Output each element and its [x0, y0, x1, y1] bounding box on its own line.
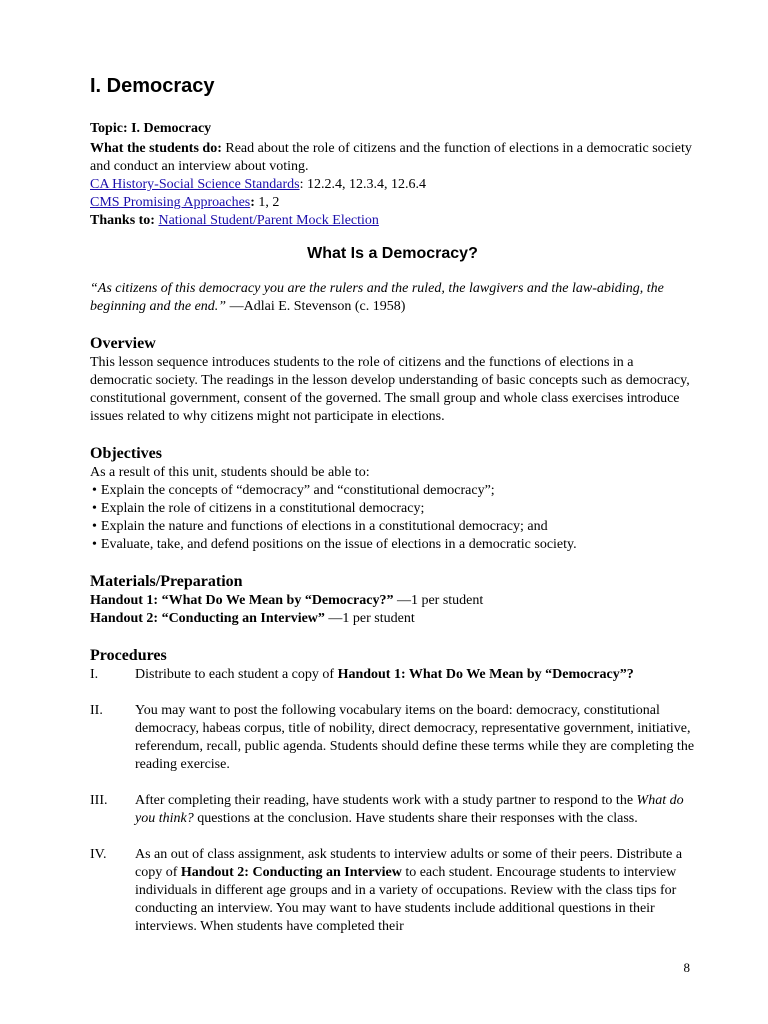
overview-text: This lesson sequence introduces students to the role of citizens and the functions of elections in a democratic society. The readings in the lesson develop understanding of basic concepts such as democracy, constitutional government, consent of the governed. The small group and whole class exercises introduce issues related to why citizens might not participate in elections. — [90, 355, 690, 424]
overview-heading: Overview — [90, 335, 156, 352]
list-item: • Explain the role of citizens in a constitutional democracy; — [90, 500, 695, 518]
objectives-list — [90, 482, 695, 554]
procedure-text-part: After completing their reading, have students work with a study partner to respond to the — [135, 793, 637, 808]
handout-line — [90, 610, 695, 628]
procedures-heading: Procedures — [90, 647, 167, 664]
procedure-text-bold: Handout 2: Conducting an Interview — [180, 865, 402, 880]
materials-heading: Materials/Preparation — [90, 573, 243, 590]
section-heading: What Is a Democracy? — [307, 245, 478, 262]
quote — [90, 280, 695, 316]
objectives-heading: Objectives — [90, 445, 162, 462]
standards-line — [90, 176, 695, 194]
cms-colon: : — [250, 195, 255, 210]
thanks-line — [90, 212, 695, 230]
list-item: • Explain the nature and functions of elections in a constitutional democracy; and — [90, 518, 695, 536]
procedure-item — [90, 702, 695, 774]
procedure-text — [135, 792, 695, 828]
procedure-text-part: to each student. Encourage students to interview individuals in different age groups and in a variety of occupations. Review with the class tips for conducting an interview. You may want to have students include additional questions in their interviews. When students have completed their — [135, 865, 677, 934]
procedure-text — [135, 846, 695, 936]
page-title: I. Democracy — [90, 75, 215, 97]
procedure-text: You may want to post the following vocabulary items on the board: democracy, constitutional democracy, habeas corpus, title of nobility, direct democracy, representative government, initiative, referendum, recall, public agenda. Students should define these terms while they are completing the reading exercise. — [135, 703, 695, 772]
procedure-text-part: As an out of class assignment, ask students to interview adults or some of their peers. Distribute a copy of — [135, 847, 683, 880]
document-page — [90, 72, 695, 954]
procedure-item — [90, 792, 695, 828]
procedure-number: III. — [90, 793, 108, 808]
handout-name: Handout 1: “What Do We Mean by “Democracy?” — [90, 593, 394, 608]
procedure-text — [135, 666, 695, 684]
standards-link[interactable]: CA History-Social Science Standards — [90, 177, 300, 192]
handout-qty: —1 per student — [393, 593, 484, 608]
handout-qty: —1 per student — [324, 611, 415, 626]
standards-value: : 12.2.4, 12.3.4, 12.6.4 — [299, 177, 426, 192]
what-students-do — [90, 140, 695, 176]
procedure-text-bold: Handout 1: What Do We Mean by “Democracy”? — [337, 667, 634, 682]
topic-label: Topic: — [90, 121, 128, 136]
quote-text: “As citizens of this democracy you are the rulers and the ruled, the lawgivers and the law-abiding, the beginning and the end.” — [90, 281, 664, 314]
procedure-text-part: questions at the conclusion. Have students share their responses with the class. — [193, 811, 638, 826]
thanks-label: Thanks to: — [90, 213, 155, 228]
cms-line — [90, 194, 695, 212]
procedure-number: I. — [90, 667, 99, 682]
cms-value: 1, 2 — [254, 195, 280, 210]
lesson-meta — [90, 120, 695, 230]
handout-name: Handout 2: “Conducting an Interview” — [90, 611, 325, 626]
procedure-text-italic: What do you think? — [135, 793, 684, 826]
objectives-intro: As a result of this unit, students should be able to: — [90, 465, 370, 480]
topic-line — [90, 120, 695, 138]
what-label: What the students do: — [90, 141, 222, 156]
cms-link[interactable]: CMS Promising Approaches — [90, 195, 251, 210]
list-item: • Explain the concepts of “democracy” and “constitutional democracy”; — [90, 482, 695, 500]
procedure-number: II. — [90, 703, 103, 718]
procedure-number: IV. — [90, 847, 107, 862]
what-value: Read about the role of citizens and the function of elections in a democratic society and conduct an interview about voting. — [90, 141, 692, 174]
thanks-link[interactable]: National Student/Parent Mock Election — [158, 213, 379, 228]
topic-value: I. Democracy — [131, 121, 212, 136]
page-number: 8 — [683, 960, 690, 975]
procedures-list — [90, 666, 695, 936]
list-item: • Evaluate, take, and defend positions on the issue of elections in a democratic society. — [90, 536, 695, 554]
procedure-text-part: Distribute to each student a copy of — [135, 667, 338, 682]
procedure-item — [90, 846, 695, 936]
handout-line — [90, 592, 695, 610]
quote-attribution: —Adlai E. Stevenson (c. 1958) — [226, 299, 406, 314]
procedure-item — [90, 666, 695, 684]
